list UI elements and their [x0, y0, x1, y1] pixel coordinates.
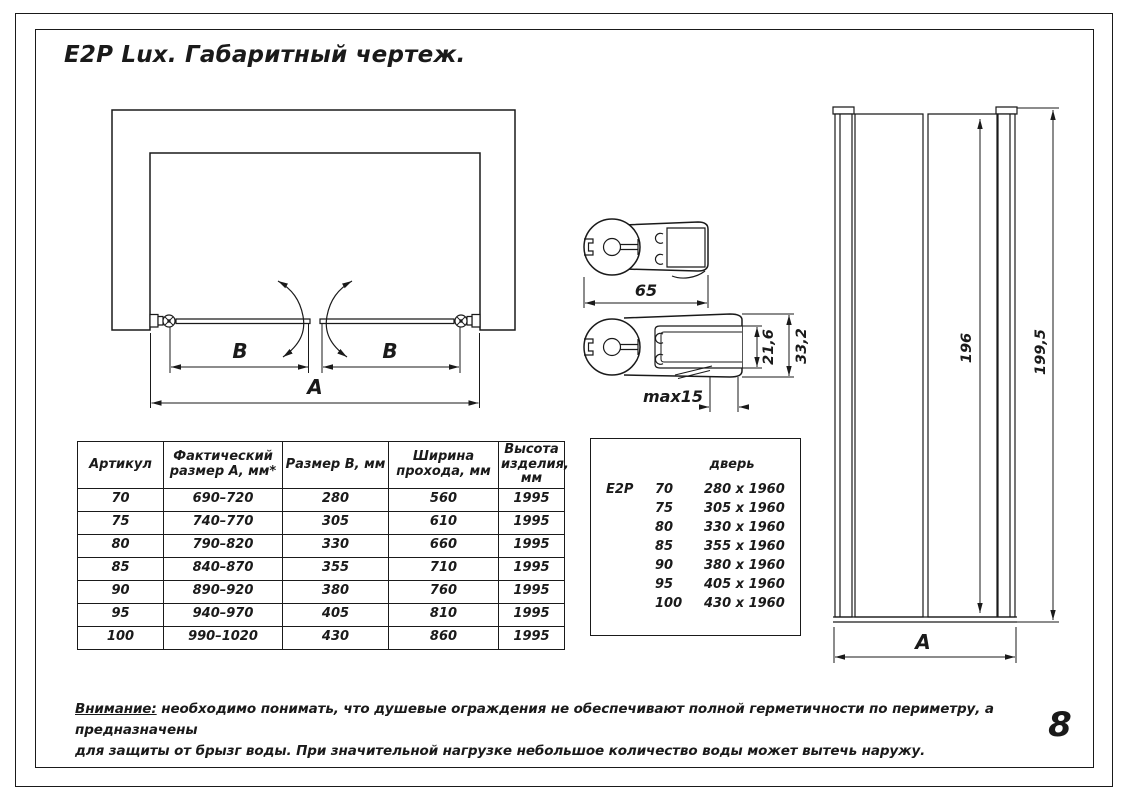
list-item: [591, 556, 800, 575]
wall-cap-right: [996, 107, 1017, 114]
page-title: E2P Lux. Габаритный чертеж.: [64, 42, 466, 68]
cell-size-a: 740–770: [164, 511, 283, 534]
cell-size-a: 840–870: [164, 557, 283, 580]
door-dimensions: 330 x 1960: [704, 520, 785, 535]
svg-text:199,5: 199,5: [1033, 329, 1049, 375]
dim-b-right: [322, 324, 460, 373]
warning-text-line1: необходимо понимать, что душевые ограждения не обеспечивают полной герметичности по периметру, а предназначены: [75, 701, 994, 738]
door-model: [591, 575, 643, 594]
cell-pass-width: 710: [389, 557, 499, 580]
door-left: [176, 319, 310, 324]
cell-size-a: 690–720: [164, 488, 283, 511]
door-dimensions: 405 x 1960: [704, 577, 785, 592]
wall-profile-section: [584, 219, 708, 308]
door-model: [591, 537, 643, 556]
list-item: [591, 518, 800, 537]
spec-table-header-cell: Артикул: [78, 442, 164, 489]
cell-pass-width: 660: [389, 534, 499, 557]
cell-height: 1995: [499, 534, 565, 557]
hinge-left-icon: [150, 315, 175, 328]
dim-profile-width: [584, 275, 708, 308]
cell-pass-width: 810: [389, 603, 499, 626]
table-row: [78, 511, 565, 534]
cell-article: 95: [78, 603, 164, 626]
table-row: [78, 488, 565, 511]
door-table-header: дверь: [709, 457, 755, 472]
door-dimensions: 430 x 1960: [704, 596, 785, 611]
cell-size-a: 790–820: [164, 534, 283, 557]
door-right: [320, 319, 454, 324]
cell-article: 75: [78, 511, 164, 534]
cell-pass-width: 860: [389, 626, 499, 649]
cell-height: 1995: [499, 626, 565, 649]
warning-note: [75, 699, 1067, 762]
bottom-rail: [833, 617, 1017, 622]
cell-article: 70: [78, 488, 164, 511]
table-row: [78, 626, 565, 649]
svg-text:196: 196: [959, 332, 975, 364]
cell-article: 100: [78, 626, 164, 649]
svg-text:A: A: [915, 630, 931, 654]
profile-sections-drawing: [560, 195, 820, 430]
svg-text:B: B: [382, 339, 398, 363]
plan-view-drawing: [70, 95, 550, 420]
dim-b-left: [170, 324, 309, 373]
svg-text:B: B: [232, 339, 248, 363]
dim-a-front: [834, 627, 1016, 663]
table-row: [78, 603, 565, 626]
cell-size-b: 380: [283, 580, 389, 603]
door-dimensions: 305 x 1960: [704, 501, 785, 516]
list-item: [591, 480, 800, 499]
cell-size-b: 280: [283, 488, 389, 511]
door-model: [591, 594, 643, 613]
hinge-right-icon: [455, 315, 480, 328]
svg-text:A: A: [307, 375, 323, 399]
svg-text:max15: max15: [642, 387, 704, 406]
dim-channel-height: [742, 326, 777, 368]
svg-text:65: 65: [634, 281, 658, 300]
door-size: 70: [655, 482, 674, 497]
cell-size-a: 990–1020: [164, 626, 283, 649]
page-number: 8: [1048, 705, 1072, 745]
wall-section: [112, 110, 515, 330]
door-model: E2P: [606, 482, 634, 497]
warning-label: Внимание:: [75, 701, 157, 717]
cell-height: 1995: [499, 580, 565, 603]
door-model: [591, 499, 643, 518]
front-view-drawing: [820, 95, 1080, 675]
list-item: [591, 499, 800, 518]
spec-table-header-cell: Размер В, мм: [283, 442, 389, 489]
door-dimensions: 280 x 1960: [704, 482, 785, 497]
door-size: 85: [655, 539, 674, 554]
wall-profile-left: [835, 114, 852, 617]
door-size-table: [590, 438, 801, 636]
cell-article: 80: [78, 534, 164, 557]
cell-height: 1995: [499, 488, 565, 511]
spec-table-header-row: [78, 442, 565, 489]
door-dimensions: 355 x 1960: [704, 539, 785, 554]
warning-text-line2: для защиты от брызг воды. При значительной нагрузке небольшое количество воды может вытечь наружу.: [75, 743, 926, 759]
svg-text:21,6: 21,6: [761, 329, 777, 365]
door-size: 80: [655, 520, 674, 535]
cell-height: 1995: [499, 603, 565, 626]
spec-table-header-cell: Фактический размер А, мм*: [164, 442, 283, 489]
wall-profile-right: [998, 114, 1015, 617]
table-row: [78, 580, 565, 603]
spec-table-header-cell: Высота изделия, мм: [499, 442, 565, 489]
door-size: 100: [655, 596, 683, 611]
list-item: [591, 537, 800, 556]
cell-size-a: 890–920: [164, 580, 283, 603]
door-size: 95: [655, 577, 674, 592]
cell-size-b: 430: [283, 626, 389, 649]
list-item: [591, 594, 800, 613]
cell-pass-width: 560: [389, 488, 499, 511]
glass-panel-left: [855, 114, 923, 617]
spec-table: [77, 441, 569, 650]
door-model: [591, 518, 643, 537]
door-profile-section: [584, 314, 810, 412]
cell-size-a: 940–970: [164, 603, 283, 626]
dim-adjustment: [643, 377, 748, 412]
cell-pass-width: 610: [389, 511, 499, 534]
cell-article: 85: [78, 557, 164, 580]
door-size: 75: [655, 501, 674, 516]
cell-size-b: 305: [283, 511, 389, 534]
door-size: 90: [655, 558, 674, 573]
cell-height: 1995: [499, 511, 565, 534]
cell-size-b: 405: [283, 603, 389, 626]
dim-total-height: [1017, 108, 1059, 622]
list-item: [591, 575, 800, 594]
cell-article: 90: [78, 580, 164, 603]
door-model: [591, 556, 643, 575]
cell-pass-width: 760: [389, 580, 499, 603]
cell-height: 1995: [499, 557, 565, 580]
dim-a-plan: [151, 333, 480, 408]
door-dimensions: 380 x 1960: [704, 558, 785, 573]
cell-size-b: 330: [283, 534, 389, 557]
front-panels: [833, 107, 1017, 622]
glass-panel-right: [928, 114, 997, 617]
cell-size-b: 355: [283, 557, 389, 580]
table-row: [78, 557, 565, 580]
wall-cap-left: [833, 107, 854, 114]
svg-text:33,2: 33,2: [794, 328, 810, 364]
spec-table-header-cell: Ширина прохода, мм: [389, 442, 499, 489]
table-row: [78, 534, 565, 557]
